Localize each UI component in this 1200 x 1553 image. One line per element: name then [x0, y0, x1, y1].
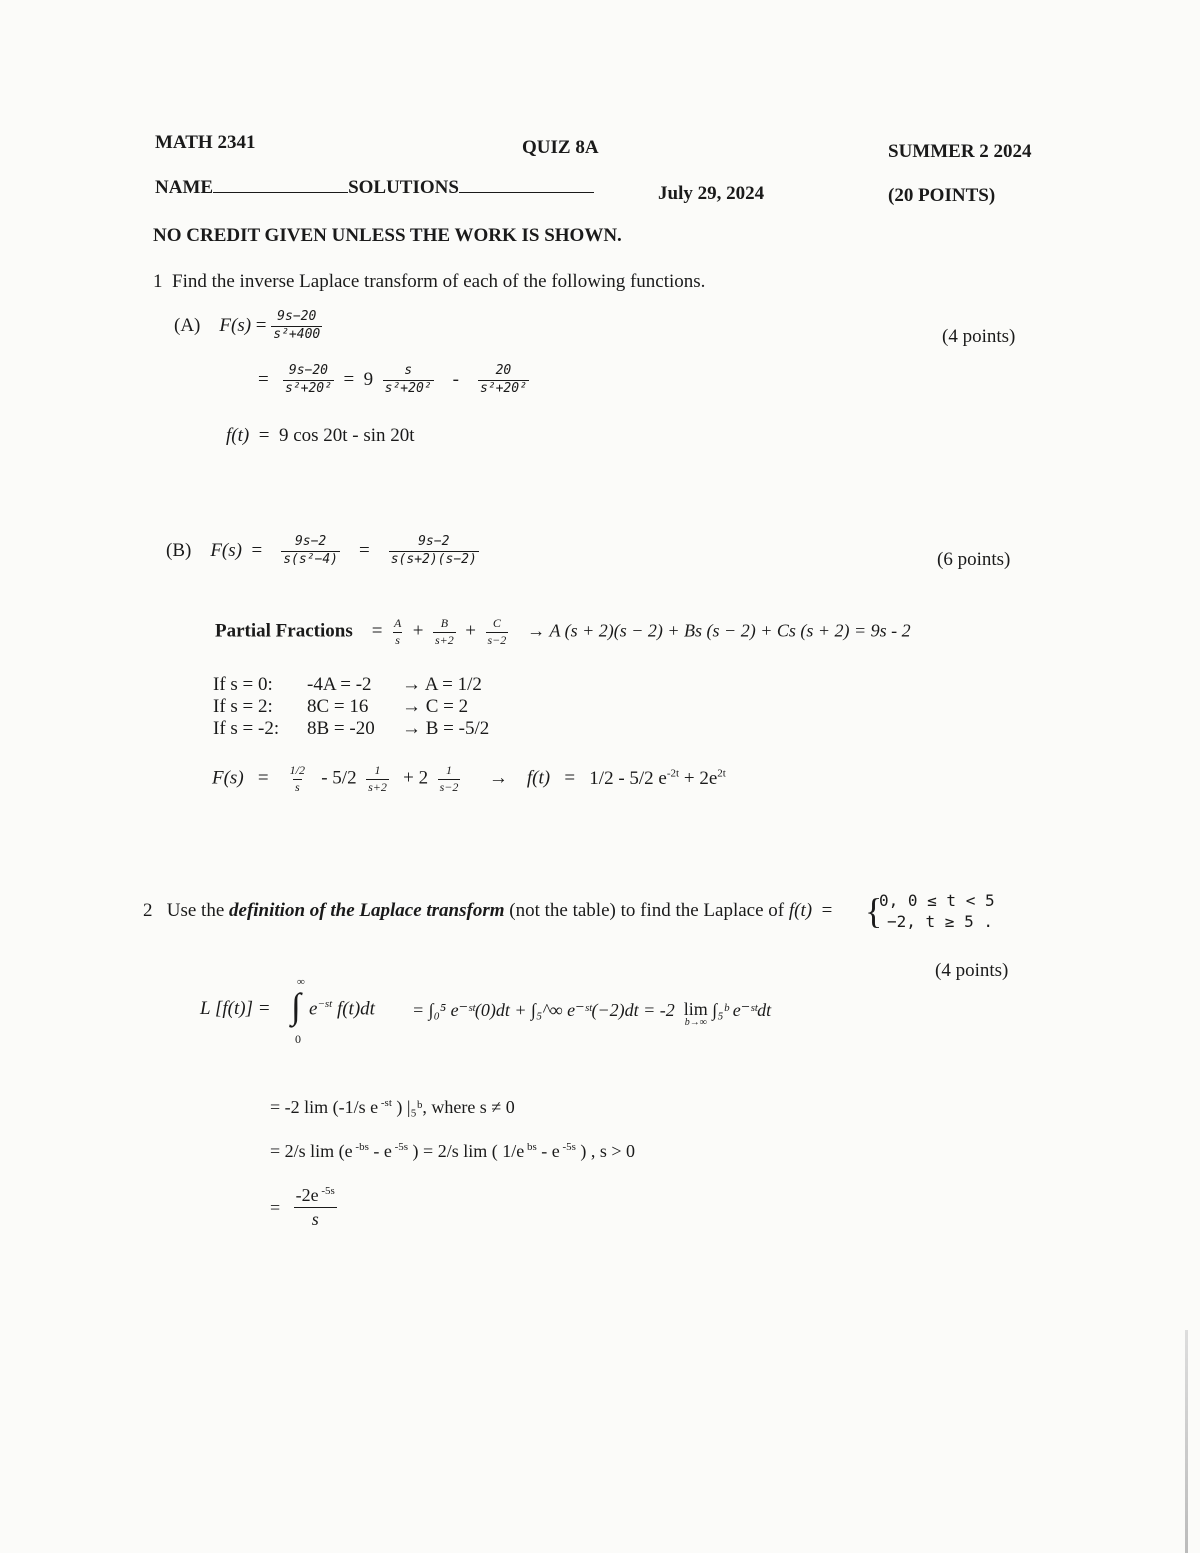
q1a-minus: - [452, 368, 459, 390]
q1b-f3 [438, 764, 461, 795]
q1b-f1-num: 1/2 [289, 763, 305, 777]
q2-line4 [270, 1184, 337, 1232]
q1b-case-cond: If s = 0: [213, 674, 273, 695]
q2-lim-sub: b→∞ [684, 1017, 707, 1028]
q1b-case-res: → C = 2 [402, 696, 469, 717]
q1b-case-eqn: 8C = 16 [307, 696, 369, 717]
q2-prompt-post: (not the table) to find the Laplace of [504, 900, 789, 921]
q1a-nine: 9 [363, 368, 374, 390]
q2-integrand-exp: −st [317, 998, 333, 1010]
q2-integrand-base: e [309, 998, 318, 1020]
q2-f-of-t: f(t) [788, 900, 813, 921]
q1b-pf-b-num: B [440, 616, 449, 630]
q2-line2-tail: ) |₅ᵇ, where s ≠ 0 [391, 1097, 515, 1117]
q1b-f2 [366, 764, 389, 795]
q2-line3-exp1: -bs [352, 1141, 369, 1153]
q1b-f3-coef: + 2 [403, 767, 429, 789]
q1b-ft-exp1: -2t [666, 767, 680, 780]
q1b-case-cond: If s = 2: [213, 696, 273, 717]
q1b-pf-c [486, 617, 509, 648]
q1a-twenty-num: 20 [495, 363, 512, 378]
q1a-s-num: s [404, 363, 413, 378]
scan-edge [1185, 1330, 1188, 1553]
q1b-fraction2 [389, 535, 479, 568]
q1b-ft-exp2: 2t [717, 767, 726, 780]
q2-line4-den: s [311, 1209, 319, 1230]
q2-line2 [270, 1097, 515, 1118]
q2-int-upper: ∞ [297, 976, 305, 988]
q1a-eq: = [255, 314, 267, 336]
q2-int-lower: 0 [295, 1032, 301, 1046]
quiz-title: QUIZ 8A [522, 137, 599, 158]
q1b-f3-den: s−2 [439, 779, 459, 794]
q1a-step-den: s²+20² [284, 380, 332, 396]
q2-prompt-em: definition of the Laplace transform [229, 900, 505, 921]
course-code: MATH 2341 [155, 132, 256, 153]
q1b-eq2: = [359, 539, 370, 561]
q1b-case-row [213, 674, 489, 696]
q2-brace: { [865, 891, 883, 931]
q2-line3-a: = 2/s lim (e [270, 1141, 353, 1161]
q1b-fs: F(s) [210, 539, 242, 561]
q2-piece-2-text: −2, t ≥ 5 [887, 912, 974, 931]
term-label: SUMMER 2 2024 [888, 141, 1032, 162]
q1b-pf-b-den: s+2 [435, 632, 454, 647]
name-field [155, 177, 594, 199]
q1a-step-eq: = [258, 368, 269, 390]
q2-line4-eq: = [270, 1197, 281, 1218]
q1a-twenty-fraction [478, 364, 529, 397]
q2-line4-fraction [294, 1184, 337, 1232]
q1b-f2-den: s+2 [368, 779, 387, 794]
q1b-pf-label: Partial Fractions [215, 620, 353, 642]
q1a-den: s²+400 [273, 326, 321, 342]
q1b-f1 [288, 764, 307, 795]
q2-lim-word: lim [683, 999, 708, 1019]
q2-eq: = [821, 900, 833, 921]
q2-line4-num-base: -2e [295, 1185, 319, 1205]
q1b-plus1: + [412, 620, 424, 642]
q1b-pf-rhs: → A (s + 2)(s − 2) + Bs (s − 2) + Cs (s + 2) = 9s - 2 [527, 620, 911, 641]
q1-prompt-text: Find the inverse Laplace transform of each of the following functions. [172, 271, 706, 292]
q1b-plus2: + [465, 620, 476, 642]
q2-line3-exp2: -5s [391, 1141, 409, 1153]
q1b-f3-num: 1 [445, 763, 452, 777]
q2-step1-tail: ∫₅ᵇ e⁻ˢᵗdt [712, 1000, 772, 1020]
credit-notice: NO CREDIT GIVEN UNLESS THE WORK IS SHOWN. [153, 225, 622, 246]
q1b-den: s(s²−4) [283, 551, 338, 567]
q1b-final-eq: = [257, 767, 269, 789]
q1b-ft-rhs [589, 768, 726, 789]
q1-prompt [153, 271, 705, 293]
q2-line3-tail: ) , s > 0 [575, 1141, 636, 1161]
q2-integrand [309, 998, 375, 1020]
q1b-pf-a-num: A [393, 616, 402, 630]
q1b-ft-eq: = [564, 767, 576, 789]
q1b-ft: f(t) [526, 767, 551, 789]
q1b-final-fs: F(s) [212, 767, 244, 789]
q2-period: . [983, 912, 993, 931]
q1b-pf-a [392, 617, 403, 648]
q1-number: 1 [153, 271, 163, 292]
q2-line3-exp4: -5s [559, 1141, 576, 1153]
q2-piece-2 [865, 911, 995, 932]
q1b-final [212, 764, 726, 795]
q2-prompt [143, 900, 832, 922]
q1b-label: (B) [166, 539, 192, 561]
q1a-fraction [271, 310, 322, 343]
q2-line3-d: - e [536, 1141, 560, 1161]
q1a-result [226, 425, 415, 447]
q1a-step [258, 364, 529, 397]
q1a-result-value: 9 cos 20t - sin 20t [278, 425, 415, 446]
q2-piecewise [865, 890, 995, 932]
q1a-s-fraction [383, 364, 434, 397]
q1b-partial-fractions [215, 617, 911, 648]
q1b-case-row [213, 696, 489, 718]
q1b-pf-b [433, 617, 456, 648]
q2-points: (4 points) [935, 960, 1009, 981]
q1b-case-eqn: 8B = -20 [307, 718, 375, 739]
q1a-step-fraction [283, 364, 334, 397]
q1a-points: (4 points) [942, 326, 1016, 347]
q2-line3 [270, 1141, 635, 1162]
q1b-ft-part2: + 2e [679, 767, 718, 789]
q1b-f1-den: s [294, 779, 300, 794]
q2-line3-b: - e [368, 1141, 392, 1161]
q2-line3-c: ) = 2/s lim ( 1/e [408, 1141, 525, 1161]
name-label: NAME [155, 177, 214, 198]
q1a-s-den: s²+20² [384, 380, 432, 396]
q2-lim [684, 1000, 708, 1028]
q2-integrand-rest: f(t)dt [332, 998, 375, 1020]
q1a-twenty-den: s²+20² [479, 380, 527, 396]
q1b-case-res: → B = -5/2 [402, 718, 490, 739]
q1b-case-row [213, 718, 489, 740]
total-points: (20 POINTS) [888, 185, 996, 206]
q1a-result-eq: = [258, 425, 270, 446]
q1a-ft: f(t) [226, 425, 250, 446]
q1b-ft-part1: 1/2 - 5/2 e [589, 767, 667, 789]
q1a-num: 9s−20 [277, 309, 317, 324]
q1a-fs: F(s) [219, 314, 252, 336]
integral-icon: ∫ [291, 986, 301, 1026]
q1b-definition [166, 535, 479, 568]
q1a-label: (A) [174, 314, 201, 336]
q1b-arrow: → [488, 767, 508, 789]
q1b-case-res: → A = 1/2 [402, 674, 482, 695]
q2-piece-1: 0, 0 ≤ t < 5 [879, 891, 995, 910]
q1b-num: 9s−2 [294, 534, 327, 549]
q1b-pf-eq: = [371, 620, 383, 642]
q1b-f2-num: 1 [374, 763, 381, 777]
q1b-den2: s(s+2)(s−2) [390, 551, 477, 567]
q1b-case-cond: If s = -2: [213, 718, 280, 739]
q1b-case-eqn: -4A = -2 [307, 674, 372, 695]
q1b-num2: 9s−2 [418, 534, 450, 549]
q2-lhs: L [f(t)] = [200, 998, 271, 1019]
q1b-points: (6 points) [937, 549, 1011, 570]
q2-integral [289, 976, 429, 1046]
q1b-pf-c-num: C [492, 616, 501, 630]
q2-line3-exp3: bs [524, 1141, 537, 1153]
q2-definition-line [200, 998, 271, 1020]
q2-step1-text: = ∫₀⁵ e⁻ˢᵗ(0)dt + ∫₅^∞ e⁻ˢᵗ(−2)dt = -2 [412, 1000, 675, 1020]
q1b-cases [213, 674, 489, 740]
q1a-step-num: 9s−20 [288, 363, 329, 378]
q1b-f2-coef: - 5/2 [321, 767, 357, 789]
quiz-date: July 29, 2024 [658, 183, 765, 204]
q2-line4-num-exp: -5s [318, 1185, 335, 1197]
q1b-pf-a-den: s [395, 632, 400, 647]
q2-step1 [412, 1000, 771, 1028]
q1b-fraction [281, 535, 340, 568]
q1b-eq: = [251, 539, 263, 561]
q2-prompt-pre: Use the [166, 900, 230, 921]
q1a-definition [174, 310, 322, 343]
q1b-pf-c-den: s−2 [487, 632, 507, 647]
q1a-step-eq2: = [343, 368, 355, 390]
q2-number: 2 [143, 900, 153, 921]
q2-line2-exp: -st [378, 1097, 392, 1109]
q2-line2-text: = -2 lim (-1/s e [270, 1097, 379, 1117]
name-value: SOLUTIONS [348, 177, 459, 198]
q2-line4-num [294, 1184, 337, 1208]
